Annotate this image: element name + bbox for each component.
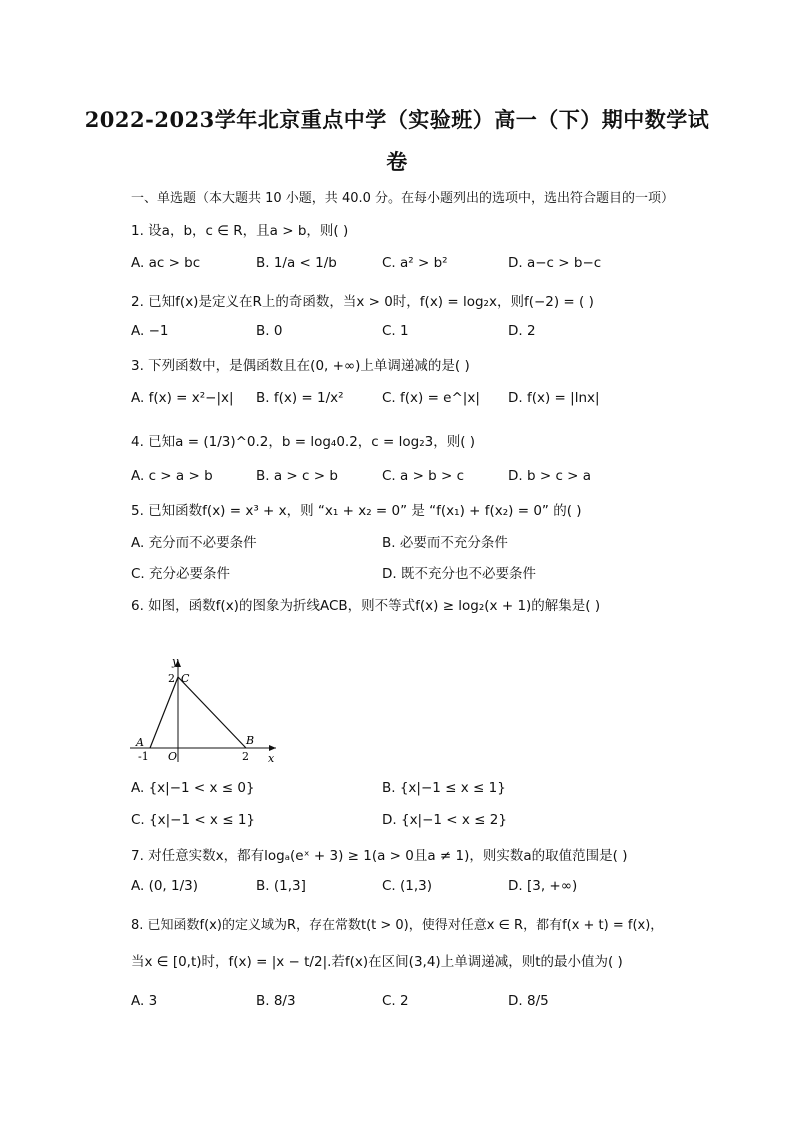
question-8-option-a: A. 3 <box>131 993 158 1009</box>
question-3-stem: 3. 下列函数中，是偶函数且在(0, +∞)上单调递减的是( ) <box>131 358 470 374</box>
question-2-option-c: C. 1 <box>382 323 409 339</box>
question-4-option-a: A. c > a > b <box>131 468 213 484</box>
question-7-option-c: C. (1,3) <box>382 878 433 894</box>
question-6-option-b: B. {x|−1 ≤ x ≤ 1} <box>382 780 506 796</box>
question-6-option-d: D. {x|−1 < x ≤ 2} <box>382 812 507 828</box>
question-1-stem: 1. 设a，b，c ∈ R，且a > b，则( ) <box>131 223 349 239</box>
question-6-graph <box>128 650 288 768</box>
question-1-option-b: B. 1/a < 1/b <box>256 255 337 271</box>
x-axis-arrow <box>269 745 276 751</box>
question-5-stem: 5. 已知函数f(x) = x³ + x，则 “x₁ + x₂ = 0” 是 “f(x₁) + f(x₂) = 0” 的( ) <box>131 503 582 519</box>
tick-label-y2: 2 <box>168 672 175 685</box>
question-5-option-d: D. 既不充分也不必要条件 <box>382 566 536 582</box>
question-4-option-b: B. a > c > b <box>256 468 338 484</box>
question-4-stem: 4. 已知a = (1/3)^0.2，b = log₄0.2，c = log₂3，则( ) <box>131 434 476 450</box>
question-8-option-d: D. 8/5 <box>508 993 549 1009</box>
question-5-option-c: C. 充分必要条件 <box>131 566 231 582</box>
question-8-stem-line1: 8. 已知函数f(x)的定义域为R，存在常数t(t > 0)，使得对任意x ∈ R，都有f(x + t) = f(x)， <box>131 918 664 933</box>
question-3-option-d: D. f(x) = |lnx| <box>508 390 600 406</box>
question-7-option-a: A. (0, 1/3) <box>131 878 199 894</box>
x-axis-label: x <box>268 752 275 765</box>
y-axis-label: y <box>172 655 179 668</box>
point-c-label: C <box>181 672 190 685</box>
question-6-option-a: A. {x|−1 < x ≤ 0} <box>131 780 255 796</box>
tick-label-neg1: -1 <box>138 750 149 763</box>
question-2-option-b: B. 0 <box>256 323 283 339</box>
question-8-option-c: C. 2 <box>382 993 409 1009</box>
question-2-option-d: D. 2 <box>508 323 536 339</box>
question-2-option-a: A. −1 <box>131 323 169 339</box>
question-5-option-a: A. 充分而不必要条件 <box>131 535 257 551</box>
question-7-option-d: D. [3, +∞) <box>508 878 578 894</box>
question-8-option-b: B. 8/3 <box>256 993 296 1009</box>
question-2-stem: 2. 已知f(x)是定义在R上的奇函数，当x > 0时，f(x) = log₂x，则f(−2) = ( ) <box>131 294 594 310</box>
question-1-option-a: A. ac > bc <box>131 255 201 271</box>
question-3-option-b: B. f(x) = 1/x² <box>256 390 344 406</box>
tick-label-2: 2 <box>242 750 249 763</box>
point-b-label: B <box>246 734 255 747</box>
question-4-option-d: D. b > c > a <box>508 468 592 484</box>
exam-title-line2: 卷 <box>386 149 408 174</box>
question-1-option-d: D. a−c > b−c <box>508 255 602 271</box>
question-1-option-c: C. a² > b² <box>382 255 448 271</box>
question-7-stem: 7. 对任意实数x，都有logₐ(eˣ + 3) ≥ 1(a > 0且a ≠ 1)，则实数a的取值范围是( ) <box>131 848 628 864</box>
section-heading: 一、单选题（本大题共 10 小题，共 40.0 分。在每小题列出的选项中，选出符合题目的一项） <box>131 191 675 206</box>
point-a-label: A <box>136 736 144 749</box>
origin-label: O <box>168 750 178 763</box>
question-8-stem-line2: 当x ∈ [0,t)时，f(x) = |x − t/2|.若f(x)在区间(3,4)上单调递减，则t的最小值为( ) <box>131 954 623 970</box>
polyline-acb <box>150 677 246 748</box>
question-4-option-c: C. a > b > c <box>382 468 465 484</box>
exam-title-line1: 2022-2023学年北京重点中学（实验班）高一（下）期中数学试 <box>84 107 710 132</box>
question-5-option-b: B. 必要而不充分条件 <box>382 535 508 551</box>
question-7-option-b: B. (1,3] <box>256 878 306 894</box>
question-6-stem: 6. 如图，函数f(x)的图象为折线ACB，则不等式f(x) ≥ log₂(x + 1)的解集是( ) <box>131 598 601 614</box>
question-3-option-c: C. f(x) = e^|x| <box>382 390 480 406</box>
question-6-option-c: C. {x|−1 < x ≤ 1} <box>131 812 255 828</box>
question-3-option-a: A. f(x) = x²−|x| <box>131 390 234 406</box>
